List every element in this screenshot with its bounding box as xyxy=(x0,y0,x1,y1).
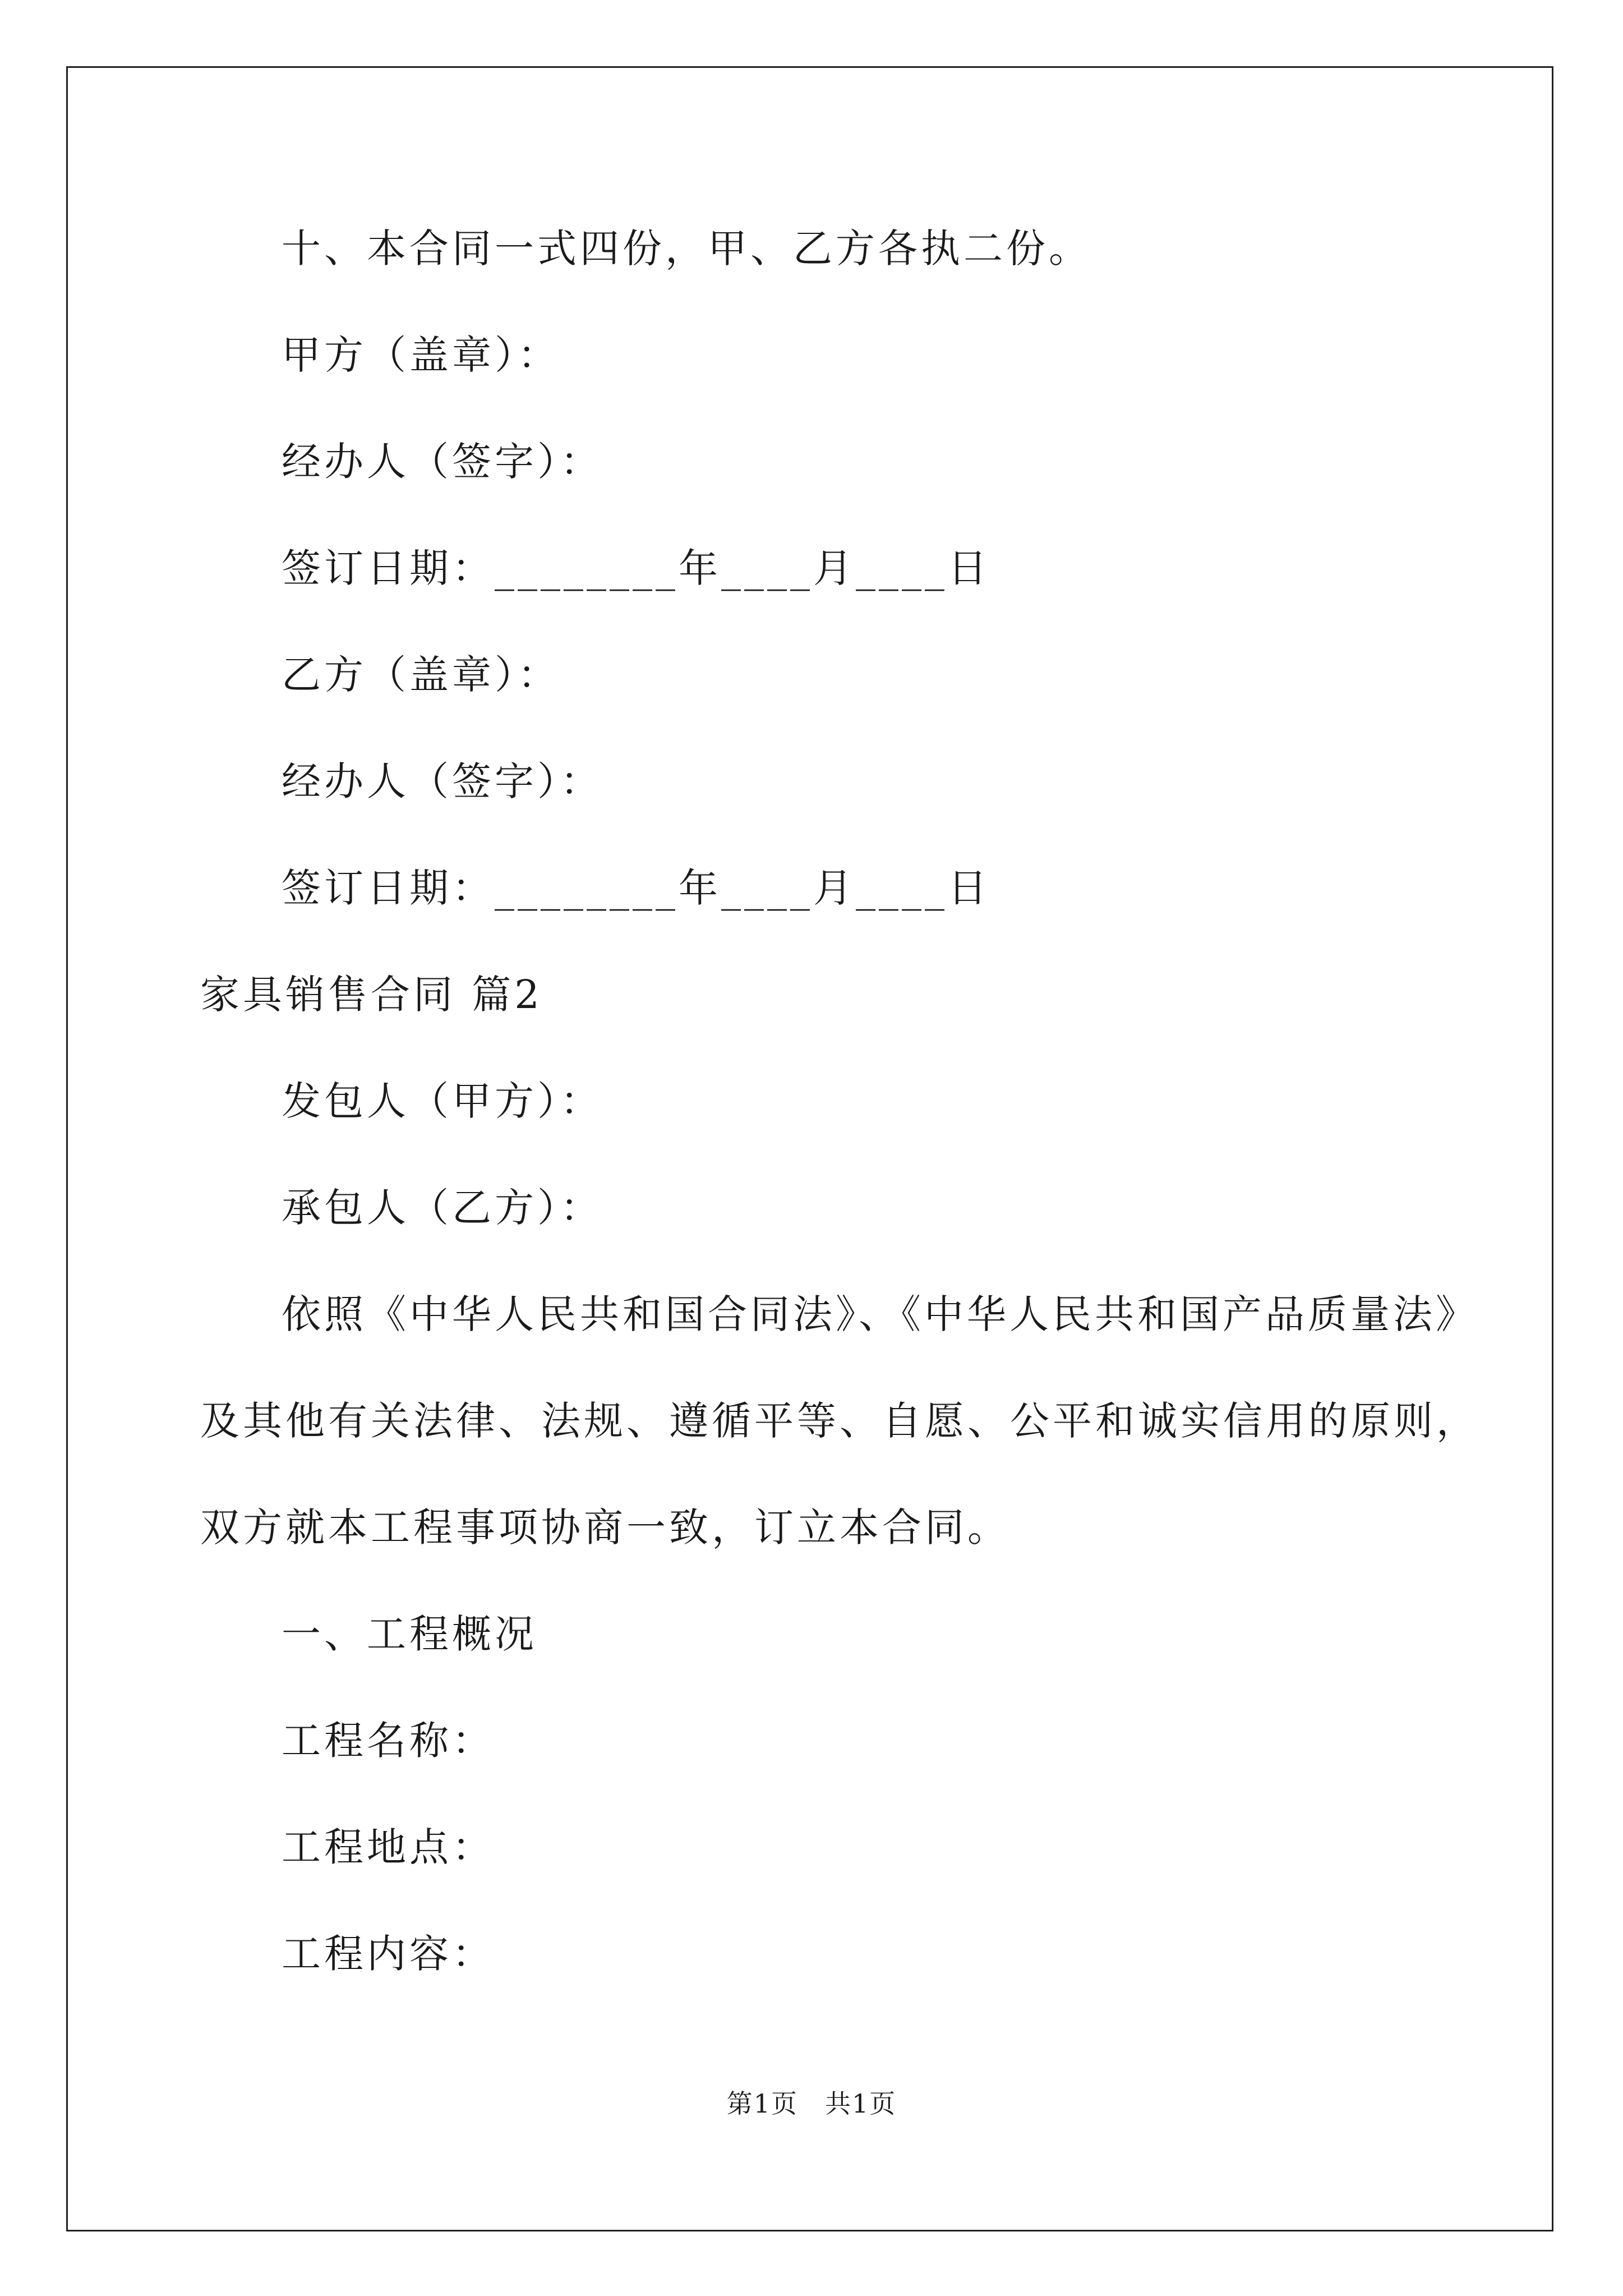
party-b-seal: 乙方（盖章）： xyxy=(282,652,560,698)
party-a-sign-date: 签订日期：________年____月____日 xyxy=(282,545,990,591)
party-b-sign-date: 签订日期：________年____月____日 xyxy=(282,865,990,911)
legal-basis-paragraph-3: 双方就本工程事项协商一致，订立本合同。 xyxy=(200,1504,1010,1550)
project-name: 工程名称： xyxy=(282,1718,495,1764)
party-a-agent-signature: 经办人（签字）： xyxy=(282,439,603,485)
party-b-agent-signature: 经办人（签字）： xyxy=(282,758,603,804)
project-content: 工程内容： xyxy=(282,1931,495,1977)
page-footer: 第1页 共1页 xyxy=(726,2088,897,2119)
employer-line: 发包人（甲方）： xyxy=(282,1078,603,1124)
legal-basis-paragraph-2: 及其他有关法律、法规、遵循平等、自愿、公平和诚实信用的原则， xyxy=(200,1398,1479,1444)
project-overview-heading: 一、工程概况 xyxy=(282,1611,537,1657)
clause-ten-copies: 十、本合同一式四份，甲、乙方各执二份。 xyxy=(282,226,1091,272)
section-heading: 家具销售合同 篇2 xyxy=(200,972,543,1018)
legal-basis-paragraph-1: 依照《中华人民共和国合同法》、《中华人民共和国产品质量法》 xyxy=(282,1291,1478,1337)
party-a-seal: 甲方（盖章）： xyxy=(282,332,560,378)
page-border xyxy=(66,66,1553,2231)
contractor-line: 承包人（乙方）： xyxy=(282,1185,603,1231)
project-location: 工程地点： xyxy=(282,1824,495,1870)
